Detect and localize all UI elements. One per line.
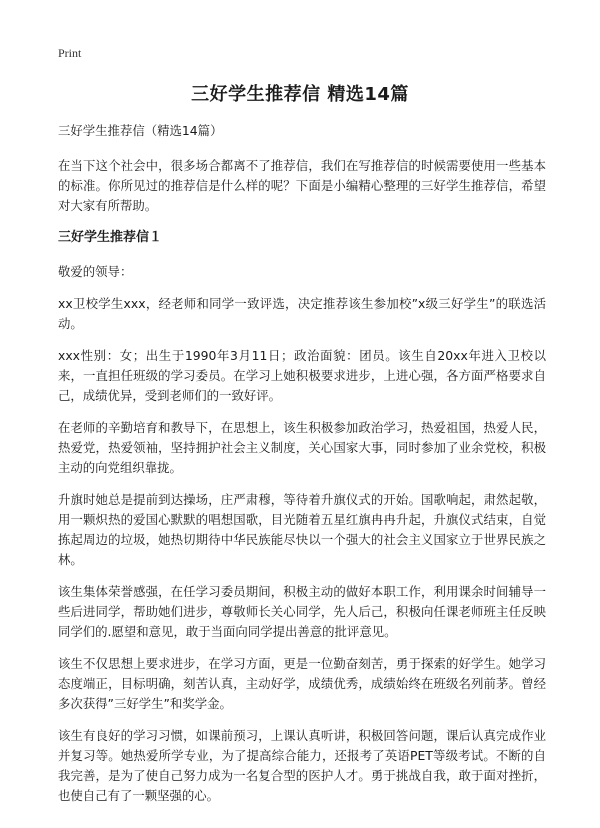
body-paragraph: 升旗时她总是提前到达操场，庄严肃穆，等待着升旗仪式的开始。国歌响起，肃然起敬，用一颗炽热的爱国心默默的唱想国歌，目光随着五星红旗冉冉升起，升旗仪式结束，自觉拣起周边的垃圾，她热切期待中华民族能尽快以一个强大的社会主义国家立于世界民族之林。 <box>58 492 546 567</box>
body-paragraph: 在老师的辛勤培育和教导下，在思想上，该生积极参加政治学习，热爱祖国，热爱人民，热爱党，热爱领袖，坚持拥护社会主义制度，关心国家大事，同时参加了业余党校，积极主动的向党组织靠拢。 <box>58 420 546 475</box>
article-body <box>58 121 546 818</box>
salutation: 敬爱的领导： <box>58 264 133 279</box>
intro-paragraph: 在当下这个社会中，很多场合都离不了推荐信，我们在写推荐信的时候需要使用一些基本的标准。你所见过的推荐信是什么样的呢？下面是小编精心整理的三好学生推荐信，希望对大家有所帮助。 <box>58 158 546 213</box>
body-paragraph: xxx性别：女；出生于1990年3月11日；政治面貌：团员。该生自20xx年进入卫校以来，一直担任班级的学习委员。在学习上她积极要求进步，上进心强，各方面严格要求自己，成绩优异，受到老师们的一致好评。 <box>58 348 546 403</box>
print-link[interactable]: Print <box>58 46 82 60</box>
body-paragraph: 该生集体荣誉感强，在任学习委员期间，积极主动的做好本职工作，利用课余时间辅导一些后进同学，帮助她们进步，尊敬师长关心同学，先人后己，积极向任课老师班主任反映同学们的.愿望和意见，敢于当面向同学提出善意的批评意见。 <box>58 584 546 639</box>
article-subtitle: 三好学生推荐信（精选14篇） <box>58 123 223 138</box>
body-paragraph: xx卫校学生xxx，经老师和同学一致评选，决定推荐该生参加校”x级三好学生”的联选活动。 <box>58 296 546 331</box>
body-paragraph: 该生不仅思想上要求进步，在学习方面，更是一位勤奋刻苦，勇于探索的好学生。她学习态度端正，目标明确，刻苦认真，主动好学，成绩优秀，成绩始终在班级名列前茅。曾经多次获得”三好学生”和奖学金。 <box>58 656 546 711</box>
body-paragraph: 该生有良好的学习习惯，如课前预习，上课认真听讲，积极回答问题，课后认真完成作业并复习等。她热爱所学专业，为了提高综合能力，还报考了英语PET等级考试。不断的自我完善，是为了使自己努力成为一名复合型的医护人才。勇于挑战自我，敢于面对挫折，也使自己有了一颗坚强的心。 <box>58 728 546 803</box>
page-title: 三好学生推荐信 精选14篇 <box>191 84 409 105</box>
section-heading: 三好学生推荐信１ <box>58 230 163 245</box>
